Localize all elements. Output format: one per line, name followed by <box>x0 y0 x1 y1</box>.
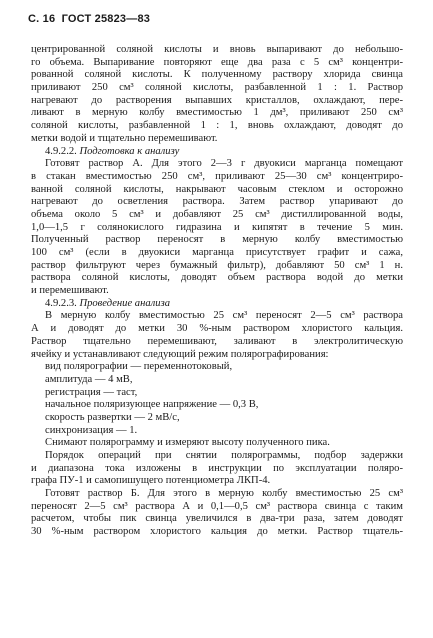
text-line: рованной соляной кислоты. К полученному раствору хлорида свинца <box>31 69 403 81</box>
text-line: графа ПУ-1 и самопишущего потенциометра ЛКП-4. <box>31 475 271 487</box>
text-line: Готовят раствор А. Для этого 2—3 г двуокиси марганца помещают <box>45 158 403 170</box>
text-line: раствора соляной кислоты, доводят объем раствора водой до метки <box>31 272 403 284</box>
text-line: ванной соляной кислоты, накрывают часовым стеклом и осторожно <box>31 183 403 195</box>
text-line: центрированной соляной кислоты и вновь выпаривают до небольшо- <box>31 44 403 55</box>
text-line: В мерную колбу вместимостью 25 см³ переносят 2—5 см³ раствора <box>45 310 403 322</box>
section-number: 4.9.2.3. <box>45 297 80 309</box>
text-line: нагревают до осветления раствора. Затем раствор упаривают до <box>31 196 403 208</box>
text-line: переносят 2—5 см³ раствора А и 0,1—0,5 см³ раствора свинца с таким <box>31 500 403 512</box>
page-number: С. 16 <box>28 13 56 25</box>
text-line: Раствор тщательно перемешивают, заливают в электролитическую <box>31 335 403 347</box>
text-line: Полученный раствор переносят в мерную колбу вместимостью <box>31 234 403 246</box>
text-line: и диапазона тока изложены в инструкции по эксплуатации поляро- <box>31 462 403 474</box>
text-line <box>31 298 403 311</box>
text-line: и перемешивают. <box>31 285 109 297</box>
text-line <box>31 146 403 159</box>
page-header <box>28 13 405 27</box>
text-line: 1,0—1,5 г солянокислого гидразина и кипятят в течение 5 мин. <box>31 221 403 233</box>
parameter-list-item: амплитуда — 4 мВ, <box>45 373 133 385</box>
text-line: расчетом, чтобы пик свинца увеличился в два-три раза, затем доводят <box>31 513 403 525</box>
text-line: Готовят раствор Б. Для этого в мерную колбу вместимостью 25 см³ <box>45 488 403 500</box>
text-line: в стакан вместимостью 250 см³, приливают 25—30 см³ концентриро- <box>31 170 403 182</box>
parameter-list-item: скорость развертки — 2 мВ/с, <box>45 411 180 423</box>
text-line: приливают 250 см³ соляной кислоты, разбавленной 1 : 1. Раствор <box>31 82 403 94</box>
text-line: соляной кислоты, разбавленной 1 : 1, вновь охлаждают, доводят до <box>31 120 403 132</box>
text-line: 30 %-ным раствором хлористого кальция до метки. Раствор тщатель- <box>31 526 403 538</box>
section-number: 4.9.2.2. <box>45 145 80 157</box>
section-title: Подготовка к анализу <box>79 145 180 157</box>
text-line: Снимают полярограмму и измеряют высоту полученного пика. <box>45 437 330 449</box>
parameter-list-item: начальное поляризующее напряжение — 0,3 В, <box>45 399 259 411</box>
text-line: объема около 5 см³ и добавляют 25 см³ дистиллированной воды, <box>31 208 403 220</box>
parameter-list-item: вид полярографии — переменнотоковый, <box>45 361 233 373</box>
text-line: нагревают до растворения выпавших кристаллов, охлаждают, пере- <box>31 94 403 106</box>
text-line: го объема. Выпаривание повторяют еще два раза с 5 см³ концентри- <box>31 56 403 68</box>
text-line: 100 см³ (если в двуокиси марганца присутствует графит и сажа, <box>31 247 403 258</box>
standard-number: ГОСТ 25823—83 <box>61 13 151 25</box>
section-title: Проведение анализа <box>79 297 171 309</box>
text-line: Порядок операций при снятии полярограммы, подбор задержки <box>45 450 403 461</box>
text-line: раствор фильтруют через бумажный фильтр), добавляют 50 см³ 1 н. <box>31 259 403 271</box>
text-line: А и доводят до метки 30 %-ным раствором хлористого кальция. <box>31 323 403 335</box>
parameter-list-item: синхронизация — 1. <box>45 424 138 436</box>
text-line: ливают в мерную колбу вместимостью 1 дм³, приливают 250 см³ <box>31 107 403 119</box>
text-line: метки водой и тщательно перемешивают. <box>31 132 218 144</box>
text-line: ячейку и устанавливают следующий режим полярографирования: <box>31 348 329 360</box>
parameter-list-item: регистрация — таст, <box>45 386 138 398</box>
document-body <box>31 44 403 539</box>
